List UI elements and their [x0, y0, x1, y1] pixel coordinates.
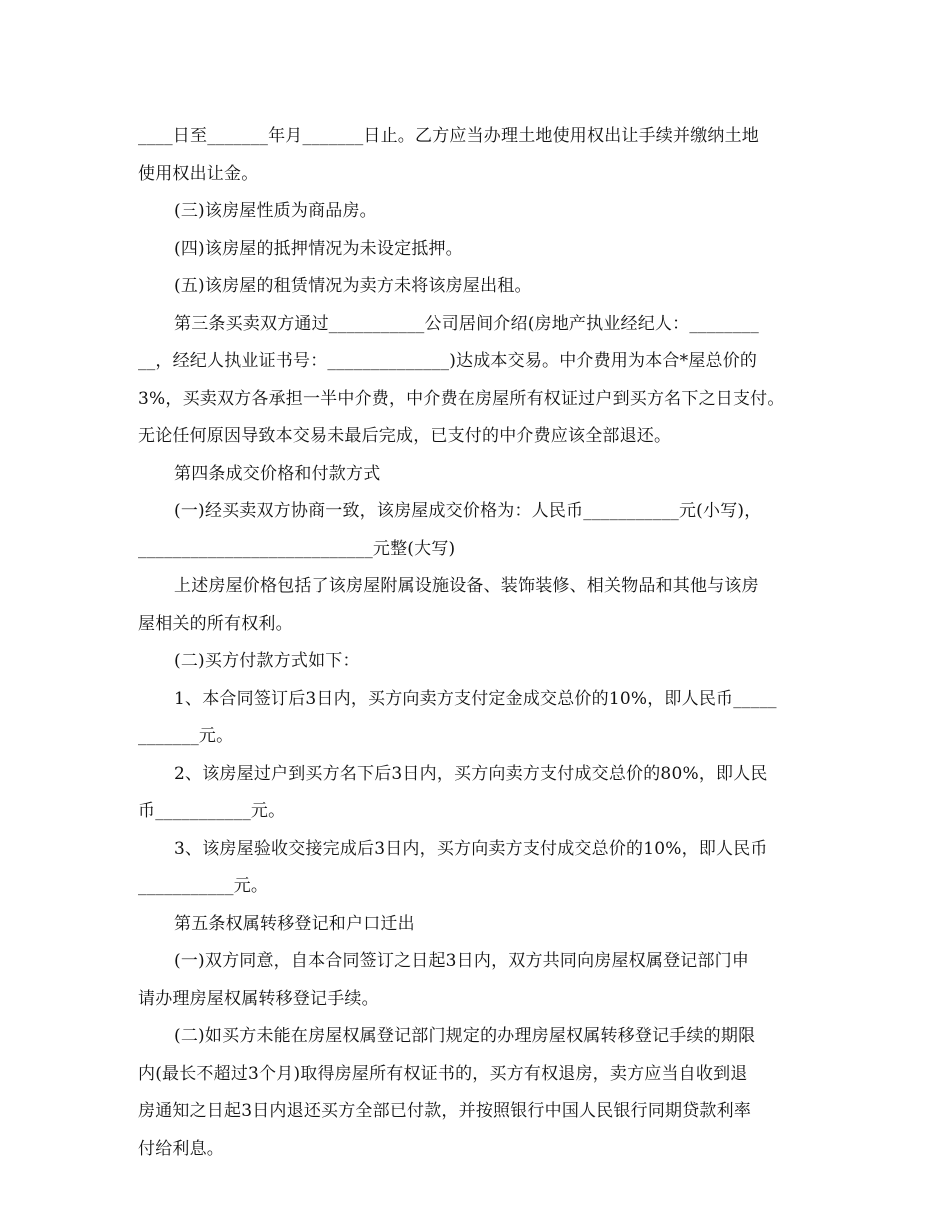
- text-line: (三)该房屋性质为商品房。: [174, 201, 377, 221]
- text-line: 屋相关的所有权利。: [138, 613, 293, 634]
- text-line: ___________元。: [138, 876, 269, 896]
- text-line: _______元。: [138, 726, 234, 746]
- contract-text-body: [138, 118, 814, 1168]
- text-line: 3%，买卖双方各承担一半中介费，中介费在房屋所有权证过户到买方名下之日支付。: [138, 388, 785, 409]
- text-line: 第三条买卖双方通过___________公司居间介绍(房地产执业经纪人：________: [174, 313, 759, 334]
- text-line: (五)该房屋的租赁情况为卖方未将该房屋出租。: [174, 276, 532, 296]
- text-line: ___________________________元整(大写): [138, 538, 456, 559]
- text-line: (一)经买卖双方协商一致，该房屋成交价格为：人民币___________元(小写)，: [174, 501, 762, 521]
- text-line: 无论任何原因导致本交易未最后完成，已支付的中介费应该全部退还。: [138, 426, 672, 446]
- text-line: 使用权出让金。: [138, 163, 259, 184]
- text-line: 请办理房屋权属转移登记手续。: [138, 988, 379, 1009]
- text-line: (四)该房屋的抵押情况为未设定抵押。: [174, 238, 463, 259]
- text-line: 2、该房屋过户到买方名下后3日内，买方向卖方支付成交总价的80%，即人民: [174, 763, 768, 784]
- text-line: 3、该房屋验收交接完成后3日内，买方向卖方支付成交总价的10%，即人民币: [174, 838, 768, 859]
- text-line: (二)买方付款方式如下：: [174, 651, 360, 671]
- text-line: __，经纪人执业证书号：______________)达成本交易。中介费用为本合*屋总价的: [138, 351, 758, 371]
- text-line: 上述房屋价格包括了该房屋附属设施设备、装饰装修、相关物品和其他与该房: [174, 576, 759, 596]
- text-line: (二)如买方未能在房屋权属登记部门规定的办理房屋权属转移登记手续的期限: [174, 1026, 756, 1046]
- text-line: 房通知之日起3日内退还买方全部已付款，并按照银行中国人民银行同期贷款利率: [138, 1101, 752, 1121]
- text-line: ____日至_______年月_______日止。乙方应当办理土地使用权出让手续并缴纳土地: [138, 126, 759, 146]
- text-line: 付给利息。: [138, 1138, 224, 1159]
- text-line: (一)双方同意，自本合同签订之日起3日内，双方共同向房屋权属登记部门申: [174, 951, 750, 971]
- text-line: 第四条成交价格和付款方式: [174, 463, 381, 484]
- text-line: 第五条权属转移登记和户口迁出: [174, 913, 415, 934]
- text-line: 1、本合同签订后3日内，买方向卖方支付定金成交总价的10%，即人民币_____: [174, 688, 777, 709]
- text-line: 内(最长不超过3个月)取得房屋所有权证书的，买方有权退房，卖方应当自收到退: [138, 1063, 748, 1084]
- text-line: 币___________元。: [138, 801, 286, 821]
